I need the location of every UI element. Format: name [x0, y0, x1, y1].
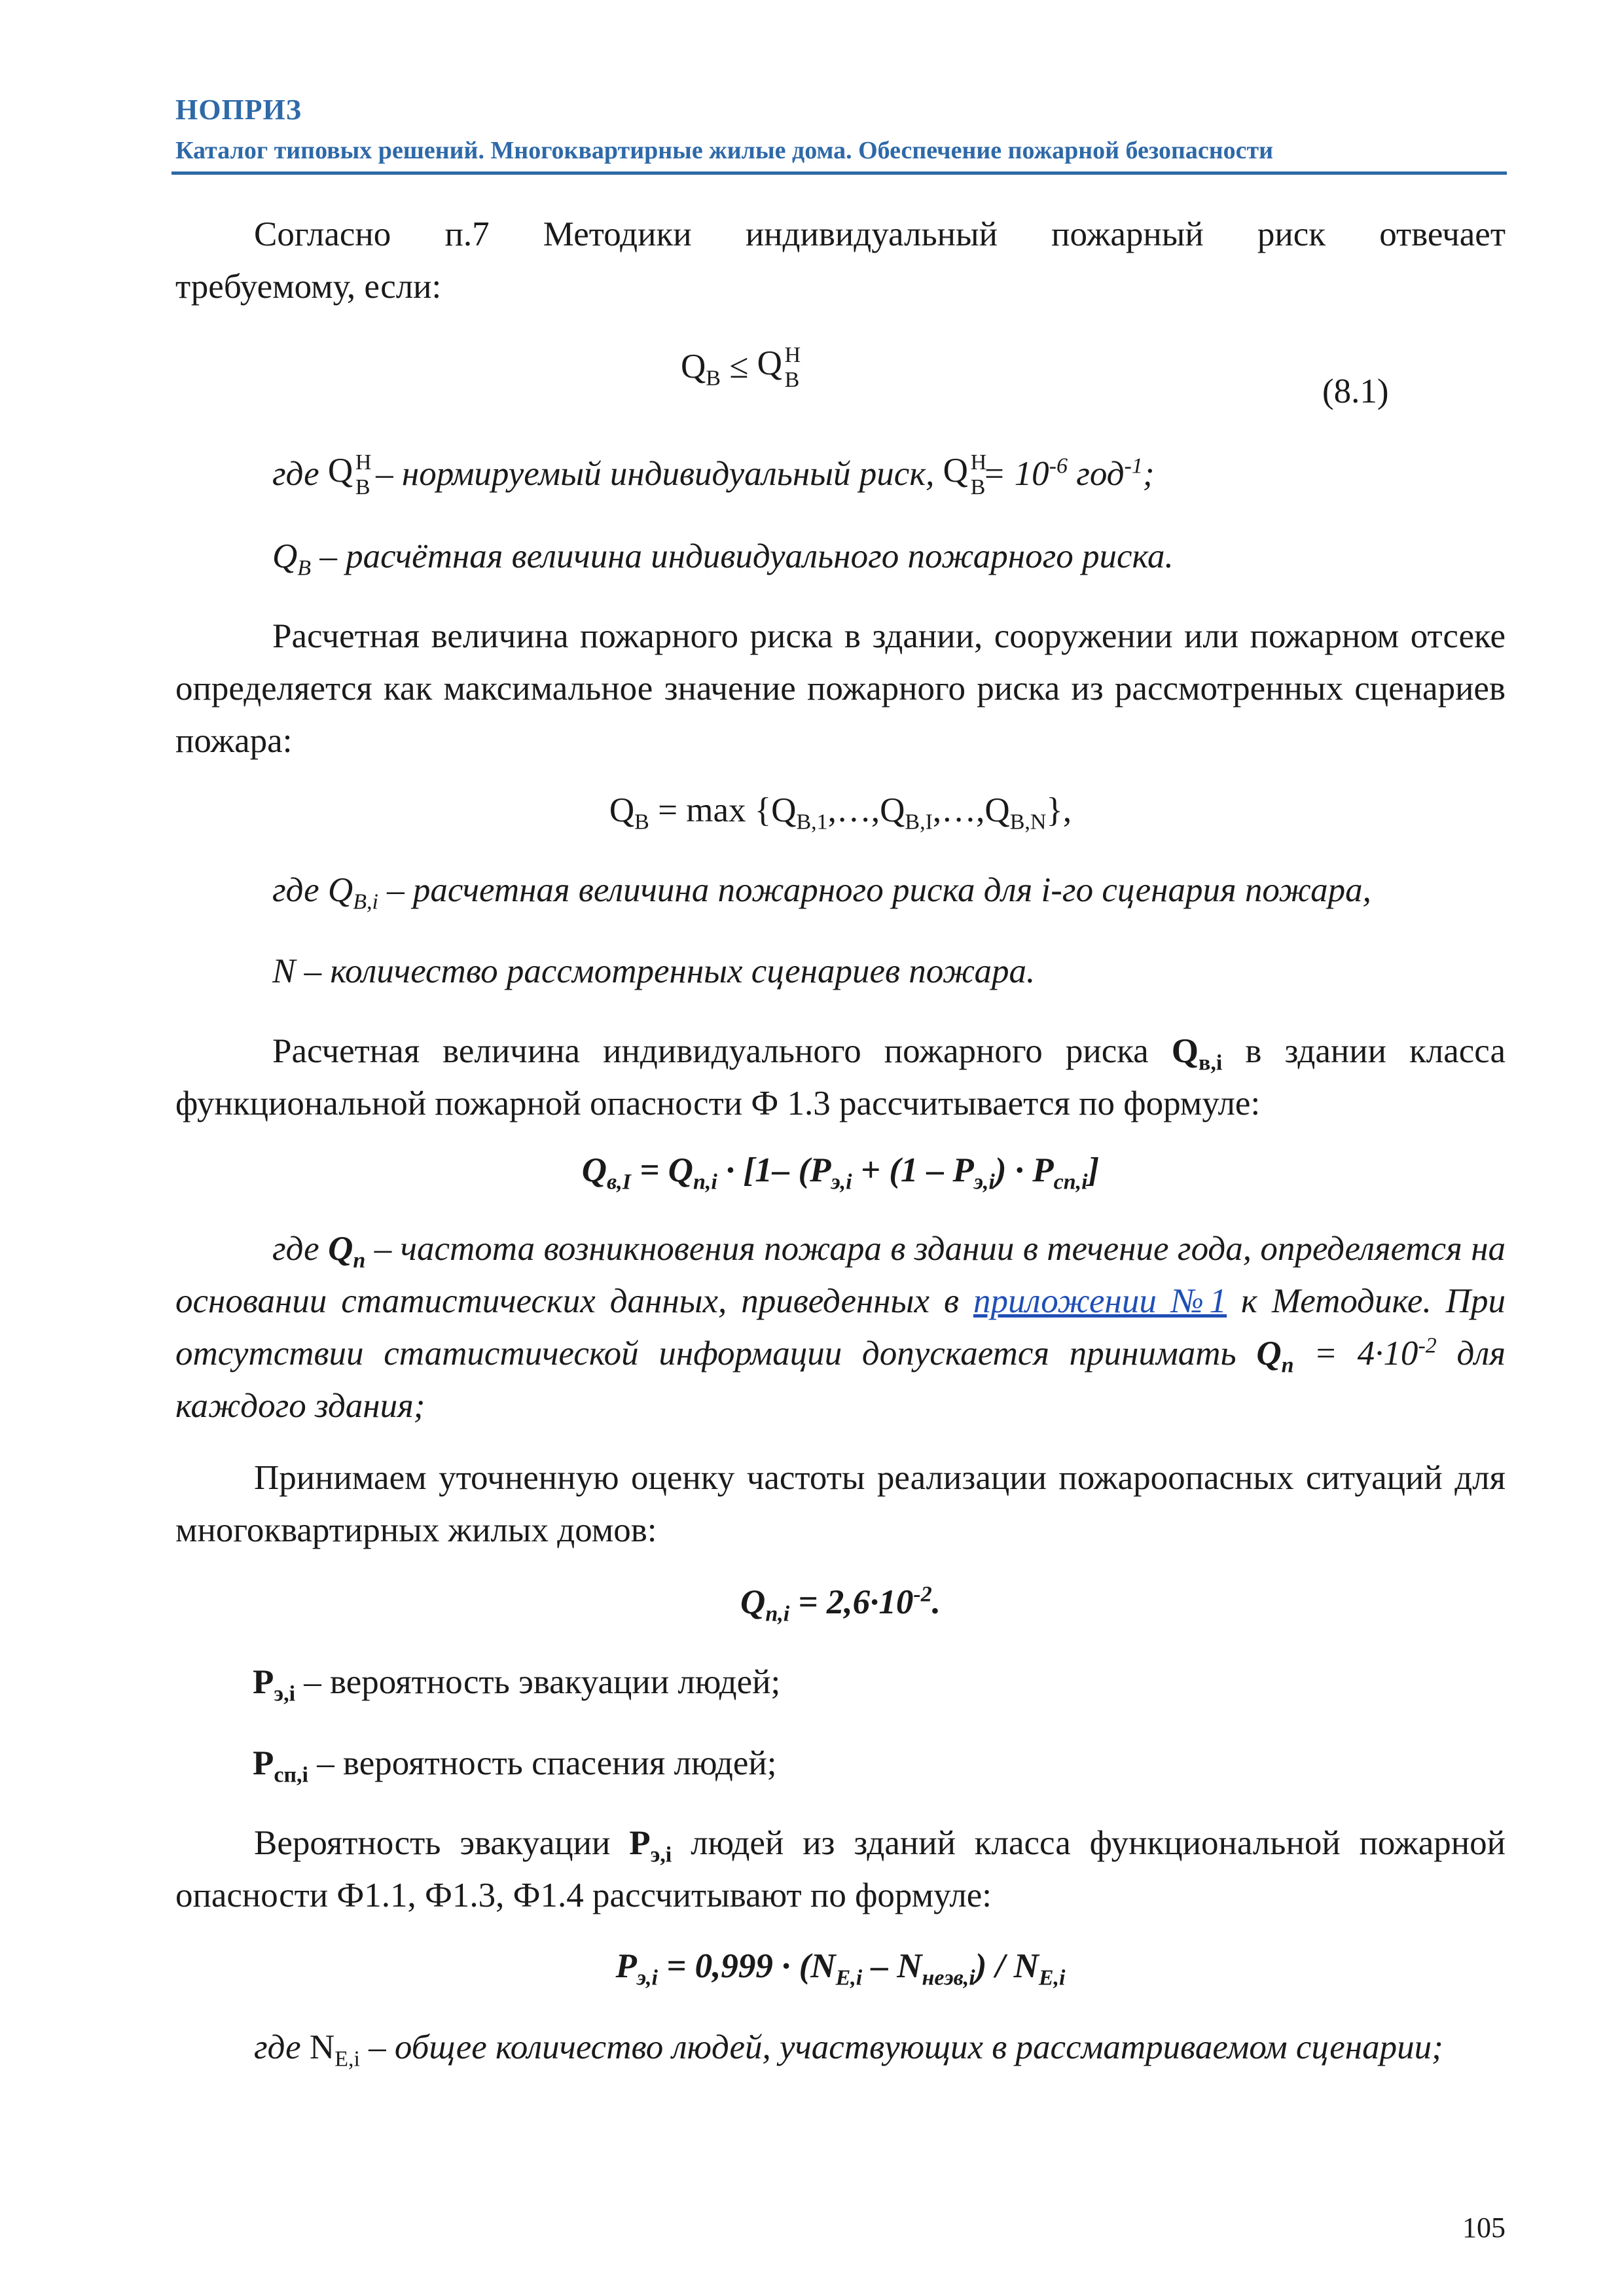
equation-8-1: $Q_В$ ≤ Q Н В [681, 343, 801, 392]
header-rule [171, 171, 1507, 175]
q-normative-symbol: Q Н В [757, 343, 801, 392]
paragraph-7-where-n: где $N_{E,i}$ – общее количество людей, участвующих в рассматриваемом сценарии; [254, 2028, 1443, 2072]
appendix-1-link[interactable]: приложении №1 [973, 1282, 1227, 1320]
max-equation: $Q_В = \max$ $\{Q_{В,1},\dots,Q_{В,I},\dots,Q_{В,N}\}$, [609, 791, 1072, 834]
header-org: НОПРИЗ [175, 94, 302, 126]
formula-refined-frequency: $Q_{п,i} = 2,6\cdot 10^{-2}$. [740, 1582, 941, 1626]
paragraph-6: Вероятность эвакуации $P_{э,i}$ людей из зданий класса функциональной пожарной опасности Ф1.1, Ф1.3, Ф1.4 рассчитывают по формуле: [175, 1824, 1506, 1914]
paragraph-4-fire-frequency: где $Q_п$ – частота возникновения пожара в здании в течение года, определяется на основании статистических данных, приведенных в приложении №1 к Методике. При отсутствии статистической информации допускается принимать $Q_п = 4\cdot 10^{-2}$ для каждого здания; [175, 1230, 1506, 1425]
definition-evacuation-probability: $P_{э,i}$ – вероятность эвакуации людей; [253, 1663, 781, 1706]
paragraph-3: Расчетная величина индивидуального пожарного риска $Q_{в,i}$ в здании класса функциональной пожарной опасности Ф 1.3 рассчитывается по формуле: [175, 1032, 1506, 1122]
where-scenario-risk: где $Q_{В,i}$ – расчетная величина пожарного риска для i-го сценария пожара, [272, 871, 1371, 914]
page-number: 105 [1462, 2212, 1506, 2244]
equation-number: (8.1) [1322, 372, 1389, 410]
paragraph-1-line-2: требуемому, если: [175, 268, 442, 306]
paragraph-1-line-1: Согласно п.7 Методики индивидуальный пожарный риск отвечает [254, 215, 1506, 253]
definition-rescue-probability: $P_{сп,i}$ – вероятность спасения людей; [253, 1744, 777, 1787]
formula-individual-risk: $Q_{в,I} = Q_{п,i} \cdot [1-$ $(P_{э,i} + (1 - P_{э,i}) \cdot P_{сп,i}]$ [581, 1151, 1100, 1194]
paragraph-2: Расчетная величина пожарного риска в здании, сооружении или пожарном отсеке определяется как максимальное значение пожарного риска из рассмотренных сценариев пожара: [175, 617, 1506, 760]
paragraph-5: Принимаем уточненную оценку частоты реализации пожароопасных ситуаций для многоквартирных жилых домов: [175, 1459, 1506, 1549]
formula-evacuation-probability: $P_{э,i} = 0,999 \cdot (N_{E,i} - N_{неэв,i}) / N_{E,i}$ [615, 1947, 1066, 1990]
where-scenario-count: N – количество рассмотренных сценариев пожара. [272, 952, 1036, 990]
where-normative-risk: где Q Н В – нормируемый индивидуальный риск, Q Н В = $10^{-6}$ год$^{-1}$; [272, 450, 1155, 499]
where-calculated-risk: $Q_В$ – расчётная величина индивидуального пожарного риска. [272, 537, 1174, 581]
header-subtitle: Каталог типовых решений. Многоквартирные жилые дома. Обеспечение пожарной безопасности [175, 137, 1274, 164]
